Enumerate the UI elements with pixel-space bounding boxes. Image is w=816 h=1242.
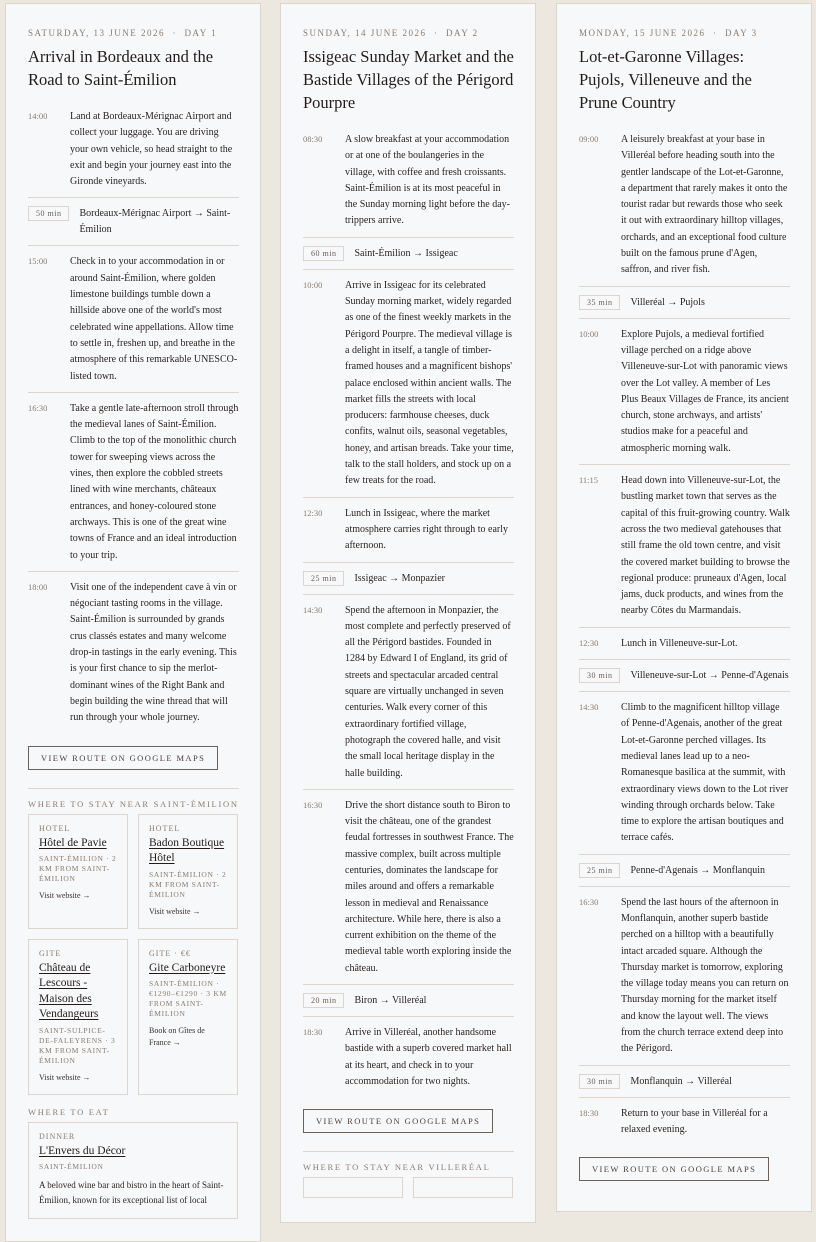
accommodation-location: SAINT-ÉMILION · €1290–€1290 · 3 KM FROM SAINT-ÉMILION [149, 979, 227, 1018]
schedule-event [579, 132, 790, 287]
accommodation-type: HOTEL [149, 823, 181, 833]
accommodation-card [28, 939, 128, 1095]
schedule-event [28, 254, 239, 392]
accommodation-card [138, 939, 238, 1095]
travel-route: Villeneuve-sur-Lot → Penne-d'Agenais [630, 670, 789, 682]
accommodation-name-link[interactable]: Badon Boutique Hôtel [149, 836, 225, 864]
date-text: MONDAY, 15 JUNE 2026 [579, 28, 706, 38]
event-description: Explore Pujols, a medieval fortified village perched on a ridge above Villeneuve-sur-Lot with panoramic views over the Lot valley. A member of Les Plus Beaux Villages de France, its ancient church, stone archways, and artists' studios make for a peaceful and atmospheric morning walk. [621, 328, 789, 454]
travel-leg [303, 571, 514, 595]
restaurant-name-link[interactable]: L'Envers du Décor [39, 1144, 126, 1157]
event-description: Spend the last hours of the afternoon in Monflanquin, another superb bastide perched on a hilltop with a beautifully intact arcaded square. Although the Thursday market is tomorrow, exploring the village today means you can return on Thursday morning for the market itself and know the layout well. The views from the church terrace extend deep into the Périgord. [621, 896, 789, 1055]
travel-route: Monflanquin → Villeréal [630, 1075, 732, 1087]
event-time: 14:30 [579, 702, 599, 713]
event-time: 11:15 [579, 475, 599, 486]
event-time: 10:00 [579, 328, 599, 339]
duration-badge: 35 min [579, 295, 620, 310]
accommodation-website-link[interactable]: Visit website → [149, 906, 201, 916]
view-route-button[interactable]: VIEW ROUTE ON GOOGLE MAPS [303, 1109, 493, 1133]
stay-grid [28, 814, 239, 1095]
event-description: Take a gentle late-afternoon stroll through the medieval lanes of Saint-Émilion. Climb to the top of the monolithic church tower for sweeping views across the vines, then explore the cobbled streets lined with wine merchants, châteaux entrances, and honey-coloured stone archways. This is one of the great wine towns of France and an ideal introduction to your trip. [70, 402, 239, 561]
event-time: 16:30 [579, 896, 599, 907]
schedule-event [28, 580, 239, 734]
event-description: A leisurely breakfast at your base in Villeréal before heading south into the gentler landscape of the Lot-et-Garonne, a department that rarely makes it onto the tourist radar but rewards those who seek it out with extraordinary hilltop villages, orchards, and an exceptional food culture built on the famous prune d'Agen, saffron, and river fish. [621, 134, 788, 276]
day-column [5, 3, 261, 1242]
event-description: Lunch in Issigeac, where the market atmosphere carries right through to early afternoon. [345, 507, 508, 552]
day-title: Lot-et-Garonne Villages: Pujols, Villeneuve and the Prune Country [579, 47, 752, 112]
duration-badge: 25 min [579, 863, 620, 878]
event-time: 18:00 [28, 581, 48, 592]
accommodation-card [413, 1177, 513, 1198]
duration-badge: 25 min [303, 571, 344, 586]
travel-route: Issigeac → Monpazier [354, 572, 445, 584]
travel-leg [28, 206, 239, 246]
travel-route: Bordeaux-Mérignac Airport → Saint-Émilion [79, 208, 231, 236]
restaurant-card [28, 1122, 238, 1220]
travel-route: Villeréal → Pujols [630, 296, 705, 308]
schedule-event [579, 895, 790, 1066]
duration-badge: 60 min [303, 246, 344, 261]
event-time: 16:30 [28, 402, 48, 413]
day-column [556, 3, 812, 1212]
accommodation-location: SAINT-SULPICE-DE-FALEYRENS · 3 KM FROM SAINT-ÉMILION [39, 1025, 116, 1065]
event-time: 12:30 [579, 637, 599, 648]
date-text: SUNDAY, 14 JUNE 2026 [303, 28, 427, 38]
eat-heading: WHERE TO EAT [28, 1106, 110, 1117]
schedule-event [303, 278, 514, 498]
schedule-event [28, 401, 239, 572]
event-time: 16:30 [303, 799, 323, 810]
accommodation-card [303, 1177, 403, 1198]
schedule-event [28, 109, 239, 198]
travel-route: Penne-d'Agenais → Monflanquin [630, 864, 766, 876]
event-description: Visit one of the independent cave à vin or négociant tasting rooms in the village. Saint-Émilion is surrounded by grands crus classés estates and many welcome drop-in tastings in the early evening. This is your first chance to sip the merlot-dominant wines of the Right Bank and begin building the wine thread that will run through your whole journey. [70, 581, 237, 724]
schedule-event [579, 700, 790, 855]
date-text: SATURDAY, 13 JUNE 2026 [28, 28, 166, 38]
schedule-event [579, 327, 790, 465]
schedule-event [579, 636, 790, 660]
travel-leg [579, 668, 790, 692]
accommodation-type: GITE · €€ [149, 948, 191, 958]
schedule-event [579, 473, 790, 628]
accommodation-card [28, 814, 128, 929]
travel-leg [303, 993, 514, 1017]
duration-badge: 20 min [303, 993, 344, 1008]
day-column [280, 3, 536, 1223]
accommodation-type: GITE [39, 948, 62, 958]
duration-badge: 50 min [28, 206, 69, 221]
accommodation-website-link[interactable]: Book on Gîtes de France → [149, 1026, 205, 1047]
event-time: 18:30 [303, 1027, 323, 1038]
view-route-button[interactable]: VIEW ROUTE ON GOOGLE MAPS [579, 1157, 769, 1181]
schedule-event [303, 132, 514, 238]
day-number: DAY 2 [446, 28, 479, 38]
duration-badge: 30 min [579, 1074, 620, 1089]
accommodation-website-link[interactable]: Visit website → [39, 1072, 91, 1082]
day-number: DAY 1 [184, 28, 218, 38]
accommodation-card [138, 814, 238, 929]
event-time: 09:00 [579, 134, 599, 144]
restaurant-location: SAINT-ÉMILION [39, 1162, 104, 1171]
event-description: Arrive in Villeréal, another handsome bastide with a superb covered market hall at its heart, and check in to your accommodation for two nights. [345, 1027, 512, 1087]
day-number: DAY 3 [725, 28, 758, 38]
accommodation-website-link[interactable]: Visit website → [39, 891, 91, 900]
duration-badge: 30 min [579, 668, 620, 683]
event-time: 18:30 [579, 1107, 599, 1118]
event-description: Check in to your accommodation in or around Saint-Émilion, where golden limestone buildings tumble down a hillside above one of the world's most celebrated wine appellations. Allow time to settle in, freshen up, and breathe in the atmosphere of this remarkable UNESCO-listed town. [70, 256, 238, 382]
accommodation-name-link[interactable]: Château de Lescours - Maison des Vendangeurs [39, 961, 99, 1020]
event-time: 08:30 [303, 134, 323, 144]
accommodation-location: SAINT-ÉMILION · 2 KM FROM SAINT-ÉMILION [39, 854, 117, 883]
event-description: Arrive in Issigeac for its celebrated Sunday morning market, widely regarded as one of the finest weekly markets in the Périgord Pourpre. The medieval village is a delight in itself, a tangle of timber-framed houses and a magnificent bishops' palace enclosed within ancient walls. The market fills the streets with local producers: farmhouse cheeses, duck confits, walnut oils, seasonal vegetables, honey, and artisan breads. Take your time, talk to the stall holders, and stock up on a few treats for the road. [345, 279, 514, 487]
travel-route: Biron → Villeréal [354, 995, 427, 1007]
accommodation-location: SAINT-ÉMILION · 2 KM FROM SAINT-ÉMILION [149, 869, 227, 899]
accommodation-name-link[interactable]: Gite Carboneyre [149, 961, 226, 974]
event-description: A slow breakfast at your accommodation or at one of the boulangeries in the village, with coffee and fresh croissants. Saint-Émilion is at its most peaceful in the Sunday morning light before the day-trippers arrive. [345, 134, 510, 227]
accommodation-name-link[interactable]: Hôtel de Pavie [39, 836, 107, 849]
event-description: Return to your base in Villeréal for a relaxed evening. [621, 1107, 768, 1135]
event-description: Climb to the magnificent hilltop village of Penne-d'Agenais, another of the great Lot-et-Garonne perched villages. Its medieval lanes lead up to a neo-Romanesque basilica at the summit, with extraordinary views down to the Lot river winding through orchards below. Take time to explore the artisan boutiques and terrace cafés. [621, 702, 789, 844]
travel-leg [579, 1074, 790, 1098]
divider [28, 788, 239, 789]
restaurant-description: A beloved wine bar and bistro in the heart of Saint-Émilion, known for its exceptional list of local [39, 1180, 224, 1205]
stay-grid [303, 1177, 514, 1198]
accommodation-type: HOTEL [39, 823, 71, 833]
travel-leg [579, 295, 790, 319]
stay-heading: WHERE TO STAY NEAR SAINT-ÉMILION [28, 798, 239, 809]
day-title: Issigeac Sunday Market and the Bastide Villages of the Périgord Pourpre [303, 47, 514, 112]
event-time: 10:00 [303, 279, 323, 290]
travel-route: Saint-Émilion → Issigeac [354, 247, 458, 259]
day-title: Arrival in Bordeaux and the Road to Saint-Émilion [28, 47, 214, 89]
day-date: MONDAY, 15 JUNE 2026 · DAY 3 [579, 28, 758, 38]
schedule-event [303, 1025, 514, 1097]
view-route-button[interactable]: VIEW ROUTE ON GOOGLE MAPS [28, 746, 218, 770]
event-time: 12:30 [303, 507, 323, 518]
event-time: 15:00 [28, 256, 48, 267]
travel-leg [579, 863, 790, 887]
day-date: SUNDAY, 14 JUNE 2026 · DAY 2 [303, 28, 479, 38]
meal-type: DINNER [39, 1131, 76, 1141]
schedule-event [303, 603, 514, 790]
event-description: Spend the afternoon in Monpazier, the most complete and perfectly preserved of all the Périgord bastides. Founded in 1284 by Edward I of England, its grid of streets and spectacular arcaded central square are virtually unchanged in seven centuries. Walk every corner of this extraordinary fortified village, photograph the covered halle, and visit the small local heritage display in the halle building. [345, 604, 511, 779]
schedule-event [303, 798, 514, 985]
schedule-event [303, 506, 514, 563]
day-date: SATURDAY, 13 JUNE 2026 · DAY 1 [28, 28, 218, 38]
event-description: Head down into Villeneuve-sur-Lot, the bustling market town that serves as the capital of this fruit-growing country. Walk across the two medieval gatehouses that still frame the old town centre, and visit the covered market building to browse the regional produce: pruneaux d'Agen, local jams, duck products, and wines from the nearby Côtes du Marmandais. [621, 475, 790, 617]
event-description: Lunch in Villeneuve-sur-Lot. [621, 637, 738, 649]
schedule-event [579, 1106, 790, 1146]
event-description: Drive the short distance south to Biron to visit the château, one of the grandest feudal fortresses in southwest France. The massive complex, built across multiple centuries, dominates the landscape for miles around and offers a remarkable lesson in medieval and Renaissance architecture. While here, there is also a current exhibition on the theme of the medieval table worth exploring inside the château. [345, 799, 514, 974]
travel-leg [303, 246, 514, 270]
divider [303, 1151, 514, 1152]
stay-heading: WHERE TO STAY NEAR VILLERÉAL [303, 1162, 491, 1173]
event-time: 14:30 [303, 604, 323, 615]
event-description: Land at Bordeaux-Mérignac Airport and collect your luggage. You are driving your own vehicle, so head straight to the exit and begin your journey east into the Gironde vineyards. [70, 111, 233, 188]
event-time: 14:00 [28, 111, 48, 121]
